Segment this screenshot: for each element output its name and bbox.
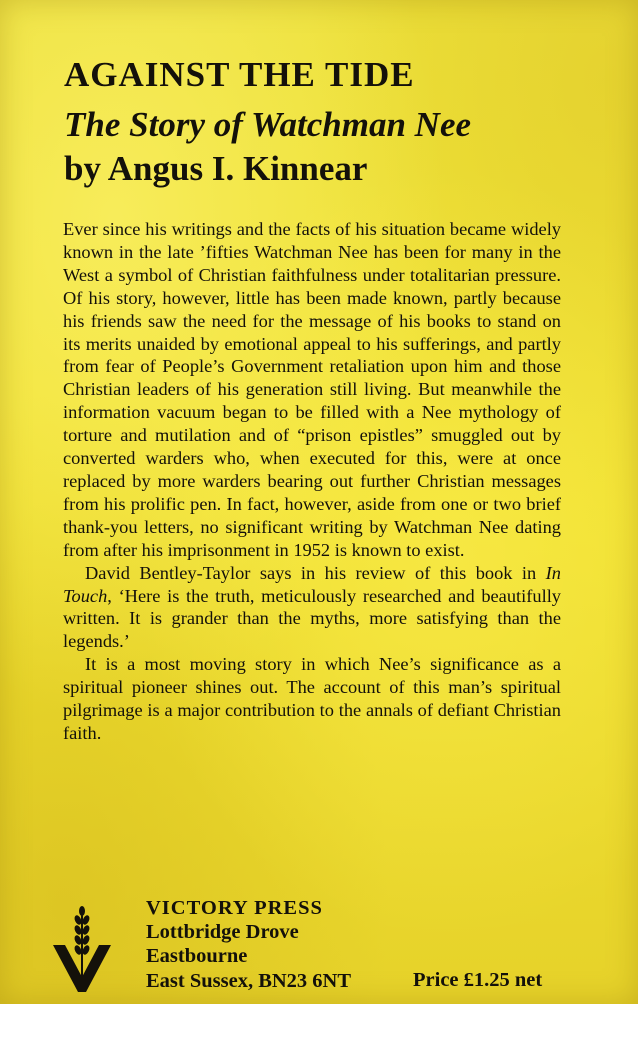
publisher-address-line-2: Eastbourne <box>146 945 248 968</box>
publisher-address-line-3: East Sussex, BN23 6NT <box>146 969 352 992</box>
blurb-text <box>63 218 561 745</box>
blurb-paragraph-2 <box>63 562 561 654</box>
book-author: by Angus I. Kinnear <box>64 149 368 188</box>
wheat-v-logo-icon <box>52 905 112 993</box>
blurb-paragraph-3: It is a most moving story in which Nee’s significance as a spiritual pioneer shines out. The account of this man’s spiritual pilgrimage is a major contribution to the annals of defiant Christian faith. <box>63 654 561 743</box>
blurb-paragraph-2-lead: David Bentley-Taylor says in his review of this book in <box>85 562 537 583</box>
book-subtitle: The Story of Watchman Nee <box>64 105 472 144</box>
book-title: AGAINST THE TIDE <box>64 55 415 94</box>
publisher-name: VICTORY PRESS <box>146 897 323 919</box>
review-source: In Touch <box>63 562 561 606</box>
publisher-address-line-1: Lottbridge Drove <box>146 921 299 944</box>
blurb-paragraph-2-quote: , ‘Here is the truth, meticulously researched and beautifully written. It is grander than the myths, more satisfying than the legends.’ <box>63 585 561 652</box>
blurb-paragraph-1: Ever since his writings and the facts of his situation became widely known in the late ’fifties Watchman Nee has been for many in the West a symbol of Christian faithfulness under totalitarian pressure. Of his story, however, little has been made known, partly because his friends saw the need for the message of his books to stand on its merits unaided by emotional appeal to his sufferings, and partly from fear of People’s Government retaliation upon him and those Christian leaders of his generation still living. But meanwhile the information vacuum began to be filled with a Nee mythology of torture and mutilation and of “prison epistles” smuggled out by converted warders who, when executed for this, were at once replaced by more warders bearing out further Christian messages from his prolific pen. In fact, however, aside from one or two brief thank-you letters, no significant writing by Watchman Nee dating from after his imprisonment in 1952 is known to exist. <box>63 219 561 560</box>
price-label: Price £1.25 net <box>413 969 543 991</box>
publisher-block <box>146 896 351 993</box>
